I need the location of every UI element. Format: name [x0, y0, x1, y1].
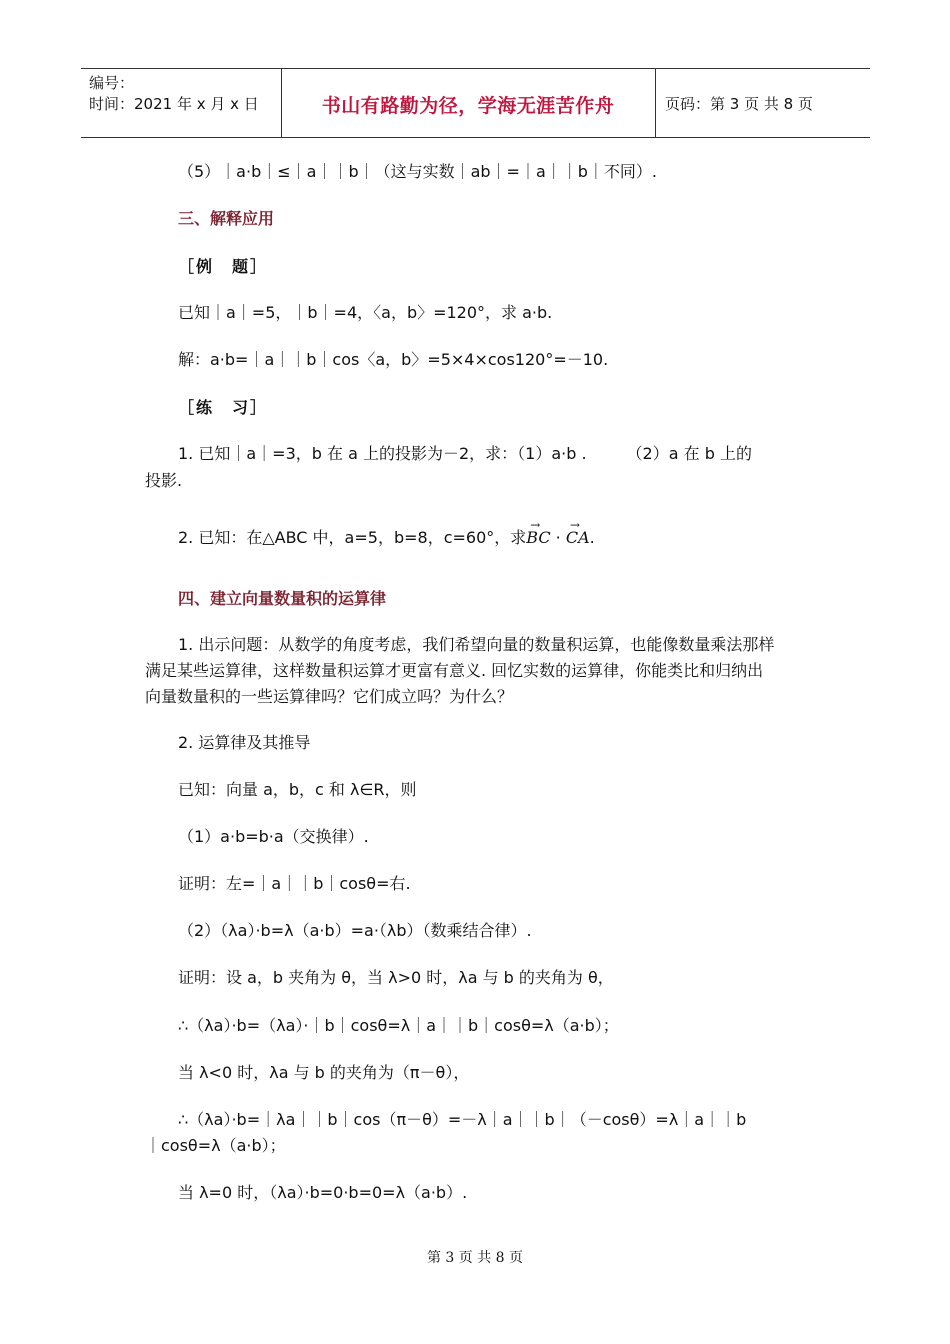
practice-2-end: . — [589, 528, 595, 547]
proof-step-2-cont: ｜cosθ=λ（a·b）； — [145, 1136, 286, 1155]
page-info: 页码：第 3 页 共 8 页 — [665, 95, 813, 113]
case-negative: 当 λ<0 时，λa 与 b 的夹角为（π－θ）， — [178, 1063, 470, 1082]
dot-operator: · — [550, 528, 566, 547]
question-1: 1. 出示问题：从数学的角度考虑，我们希望向量的数量积运算，也能像数量乘法那样 — [178, 635, 775, 654]
page-footer: 第 3 页 共 8 页 — [426, 1250, 524, 1266]
practice-heading: ［练 习］ — [178, 398, 269, 417]
page-header — [81, 68, 870, 138]
law-associative: （2）（λa）·b=λ（a·b）=a·（λb）（数乘结合律）. — [178, 921, 532, 940]
proof-2: 证明：设 a，b 夹角为 θ，当 λ>0 时，λa 与 b 的夹角为 θ， — [178, 968, 614, 987]
laws-heading: 2. 运算律及其推导 — [178, 733, 311, 752]
question-1-cont: 满足某些运算律，这样数量积运算才更富有意义. 回忆实数的运算律，你能类比和归纳出 — [145, 661, 764, 680]
proof-step-1: ∴（λa）·b=（λa）·｜b｜cosθ=λ｜a｜｜b｜cosθ=λ（a·b）； — [178, 1016, 619, 1035]
practice-2-text: 2. 已知：在△ABC 中，a=5，b=8，c=60°，求 — [178, 528, 527, 547]
proof-step-2: ∴（λa）·b=｜λa｜｜b｜cos（π－θ）=－λ｜a｜｜b｜（－cosθ）=λ｜a｜｜b — [178, 1110, 747, 1129]
law-commutative: （1）a·b=b·a（交换律）. — [178, 827, 369, 846]
motto: 书山有路勤为径，学海无涯苦作舟 — [321, 95, 615, 117]
property-5: （5）｜a·b｜≤｜a｜｜b｜（这与实数｜ab｜=｜a｜｜b｜不同）. — [178, 162, 658, 181]
vector-bc: → BC — [526, 527, 550, 549]
proof-1: 证明：左=｜a｜｜b｜cosθ=右. — [178, 874, 411, 893]
question-1-cont: 向量数量积的一些运算律吗？它们成立吗？为什么？ — [145, 687, 514, 706]
example-solution: 解：a·b=｜a｜｜b｜cos〈a，b〉=5×4×cos120°=－10. — [178, 350, 609, 369]
vector-ca: → CA — [566, 527, 590, 549]
section-heading: 三、解释应用 — [178, 209, 275, 228]
example-heading: ［例 题］ — [178, 257, 269, 276]
section-heading: 四、建立向量数量积的运算律 — [178, 589, 387, 608]
date-label: 时间：2021 年 x 月 x 日 — [89, 95, 259, 113]
practice-1-cont: 投影. — [145, 471, 183, 490]
number-label: 编号： — [89, 74, 135, 92]
header-divider — [655, 69, 656, 137]
header-meta — [89, 73, 259, 115]
example-question: 已知｜a｜=5，｜b｜=4，〈a，b〉=120°，求 a·b. — [178, 303, 553, 322]
practice-1: 1. 已知｜a｜=3，b 在 a 上的投影为－2，求：（1）a·b . （2）a 在 b 上的 — [178, 444, 752, 463]
practice-2 — [178, 527, 595, 549]
given-line: 已知：向量 a，b，c 和 λ∈R，则 — [178, 780, 417, 799]
case-zero: 当 λ=0 时，（λa）·b=0·b=0=λ（a·b）. — [178, 1183, 468, 1202]
